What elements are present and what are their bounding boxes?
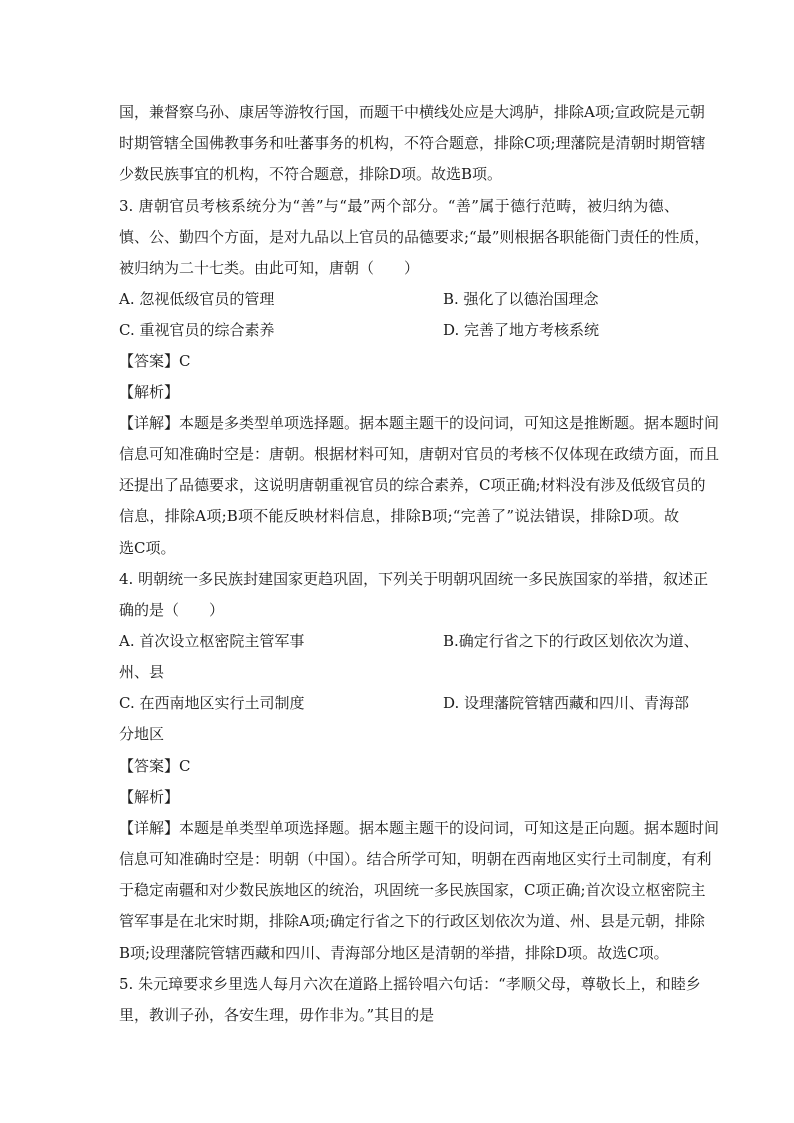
q4-option-b: B.确定行省之下的行政区划依次为道、 bbox=[443, 632, 699, 650]
q4-option-c: C. 在西南地区实行土司制度 bbox=[119, 694, 305, 712]
q4-stem-line-2: 确的是（ ） bbox=[119, 601, 225, 619]
q4-option-d-cont: 分地区 bbox=[119, 725, 165, 743]
q4-analysis-label: 【解析】 bbox=[119, 788, 180, 806]
q4-detail-line-2: 信息可知准确时空是：明朝（中国）。结合所学可知，明朝在西南地区实行土司制度，有利 bbox=[119, 850, 712, 868]
q3-detail-line-5: 选C项。 bbox=[119, 539, 176, 557]
q4-option-d: D. 设理藩院管辖西藏和四川、青海部 bbox=[443, 694, 690, 712]
q3-detail-line-3: 还提出了品德要求，这说明唐朝重视官员的综合素养，C项正确;材料没有涉及低级官员的 bbox=[119, 476, 706, 494]
q3-option-c: C. 重视官员的综合素养 bbox=[119, 321, 275, 339]
q3-detail-line-1: 【详解】本题是多类型单项选择题。据本题主题干的设问词，可知这是推断题。据本题时间 bbox=[119, 414, 720, 432]
intro-line-2: 时期管辖全国佛教事务和吐蕃事务的机构，不符合题意，排除C项;理藩院是清朝时期管辖 bbox=[119, 134, 706, 152]
q4-detail-line-5: B项;设理藩院管辖西藏和四川、青海部分地区是清朝的举措，排除D项。故选C项。 bbox=[119, 944, 669, 962]
q3-detail-line-2: 信息可知准确时空是：唐朝。根据材料可知，唐朝对官员的考核不仅体现在政绩方面，而且 bbox=[119, 445, 720, 463]
q4-option-b-cont: 州、县 bbox=[119, 663, 165, 681]
intro-line-3: 少数民族事宜的机构，不符合题意，排除D项。故选B项。 bbox=[119, 165, 503, 183]
q3-stem-line-3: 被归纳为二十七类。由此可知，唐朝（ ） bbox=[119, 259, 420, 277]
q3-option-d: D. 完善了地方考核系统 bbox=[443, 321, 600, 339]
q3-detail-line-4: 信息，排除A项;B项不能反映材料信息，排除B项;“完善了”说法错误，排除D项。故 bbox=[119, 507, 679, 525]
q4-detail-line-4: 管军事是在北宋时期，排除A项;确定行省之下的行政区划依次为道、州、县是元朝，排除 bbox=[119, 912, 705, 930]
q3-option-b: B. 强化了以德治国理念 bbox=[443, 290, 599, 308]
q5-stem-line-2: 里，教训子孙，各安生理，毋作非为。”其目的是 bbox=[119, 1006, 435, 1024]
q3-stem-line-1: 3. 唐朝官员考核系统分为“善”与“最”两个部分。“善”属于德行范畴，被归纳为德、 bbox=[119, 197, 679, 215]
q5-stem-line-1: 5. 朱元璋要求乡里选人每月六次在道路上摇铃唱六句话：“孝顺父母，尊敬长上，和睦乡 bbox=[119, 975, 701, 993]
q4-detail-line-1: 【详解】本题是单类型单项选择题。据本题主题干的设问词，可知这是正向题。据本题时间 bbox=[119, 819, 720, 837]
q3-stem-line-2: 慎、公、勤四个方面，是对九品以上官员的品德要求;“最”则根据各职能衙门责任的性质， bbox=[119, 228, 710, 246]
intro-line-1: 国，兼督察乌孙、康居等游牧行国，而题干中横线处应是大鸿胪，排除A项;宣政院是元朝 bbox=[119, 103, 705, 121]
q3-analysis-label: 【解析】 bbox=[119, 383, 180, 401]
q4-detail-line-3: 于稳定南疆和对少数民族地区的统治，巩固统一多民族国家，C项正确;首次设立枢密院主 bbox=[119, 881, 706, 899]
q4-option-a: A. 首次设立枢密院主管军事 bbox=[119, 632, 305, 650]
q3-answer: 【答案】C bbox=[119, 352, 191, 370]
q3-option-a: A. 忽视低级官员的管理 bbox=[119, 290, 275, 308]
q4-answer: 【答案】C bbox=[119, 757, 191, 775]
q4-stem-line-1: 4. 明朝统一多民族封建国家更趋巩固，下列关于明朝巩固统一多民族国家的举措，叙述正 bbox=[119, 570, 709, 588]
